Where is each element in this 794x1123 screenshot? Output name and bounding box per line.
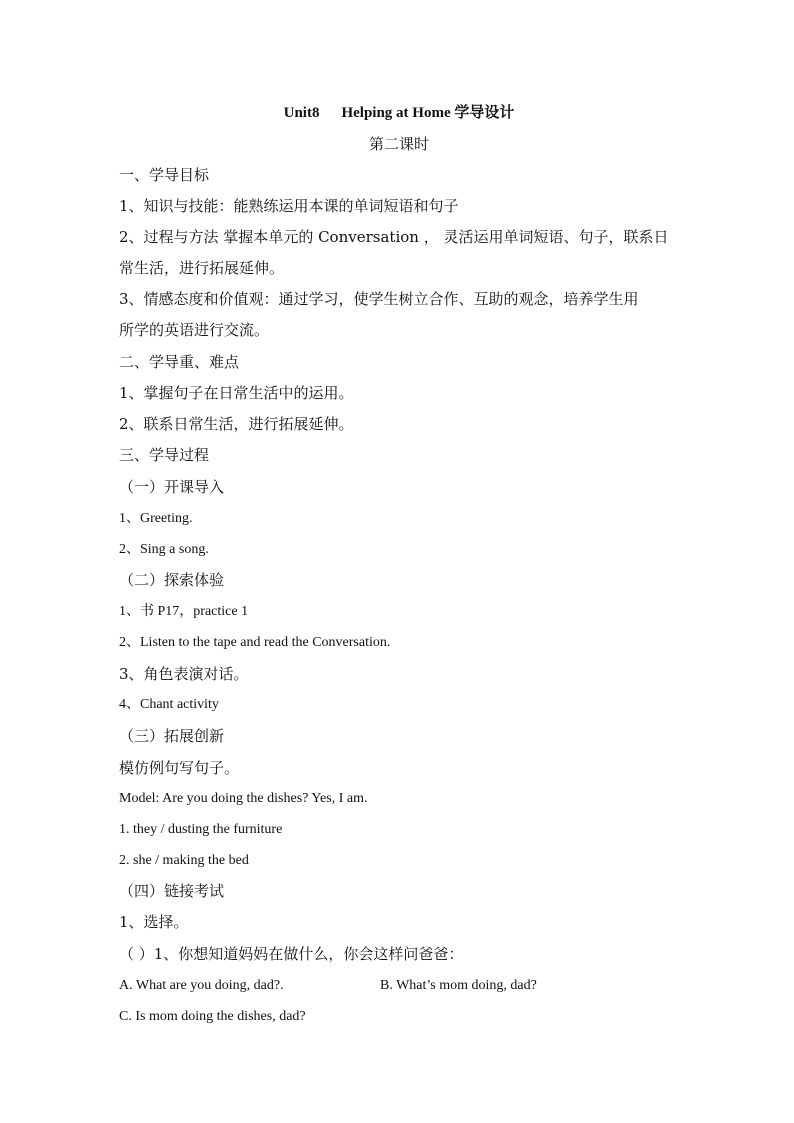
title-name: Helping at Home 学导设计 <box>341 105 515 121</box>
text-line: 2、Listen to the tape and read the Conversation. <box>119 635 391 650</box>
subsection-heading: （三）拓展创新 <box>119 727 225 745</box>
question-line: （ ）1、你想知道妈妈在做什么，你会这样问爸爸： <box>119 945 464 963</box>
text-line: 常生活，进行拓展延伸。 <box>119 259 285 277</box>
text-line: 1、选择。 <box>119 913 189 931</box>
text-line: 1. they / dusting the furniture <box>119 822 283 837</box>
text-line: 2、联系日常生活，进行拓展延伸。 <box>119 415 354 433</box>
document-subtitle: 第二课时 <box>368 135 429 153</box>
option-a: A. What are you doing, dad?. <box>119 978 284 993</box>
subsection-heading: （二）探索体验 <box>119 571 225 589</box>
text-line: 1、书 P17，practice 1 <box>119 604 249 619</box>
text-line: 所学的英语进行交流。 <box>119 321 270 339</box>
document-title <box>119 101 679 122</box>
text-line: 4、Chant activity <box>119 697 219 712</box>
text-line: 3、情感态度和价值观：通过学习，使学生树立合作、互助的观念，培养学生用 <box>119 290 639 308</box>
section-heading-key-points: 二、学导重、难点 <box>119 353 240 371</box>
text-line: 2. she / making the bed <box>119 853 249 868</box>
text-line: 1、Greeting. <box>119 511 193 526</box>
section-heading-goals: 一、学导目标 <box>119 166 210 184</box>
text-line: 3、角色表演对话。 <box>119 665 249 683</box>
section-heading-process: 三、学导过程 <box>119 446 210 464</box>
subsection-heading: （四）链接考试 <box>119 882 225 900</box>
text-line: 模仿例句写句子。 <box>119 759 240 777</box>
text-line: 1、知识与技能：能熟练运用本课的单词短语和句子 <box>119 197 459 215</box>
option-c: C. Is mom doing the dishes, dad? <box>119 1009 306 1024</box>
text-line: 2、过程与方法 掌握本单元的 Conversation ， 灵活运用单词短语、句子，联系日 <box>119 228 669 246</box>
title-unit: Unit8 <box>283 105 320 121</box>
subsection-heading: （一）开课导入 <box>119 478 225 496</box>
text-line: 2、Sing a song. <box>119 542 209 557</box>
text-line: Model: Are you doing the dishes? Yes, I am. <box>119 791 368 806</box>
option-b: B. What’s mom doing, dad? <box>380 978 537 993</box>
text-line: 1、掌握句子在日常生活中的运用。 <box>119 384 354 402</box>
options-row <box>119 977 679 995</box>
